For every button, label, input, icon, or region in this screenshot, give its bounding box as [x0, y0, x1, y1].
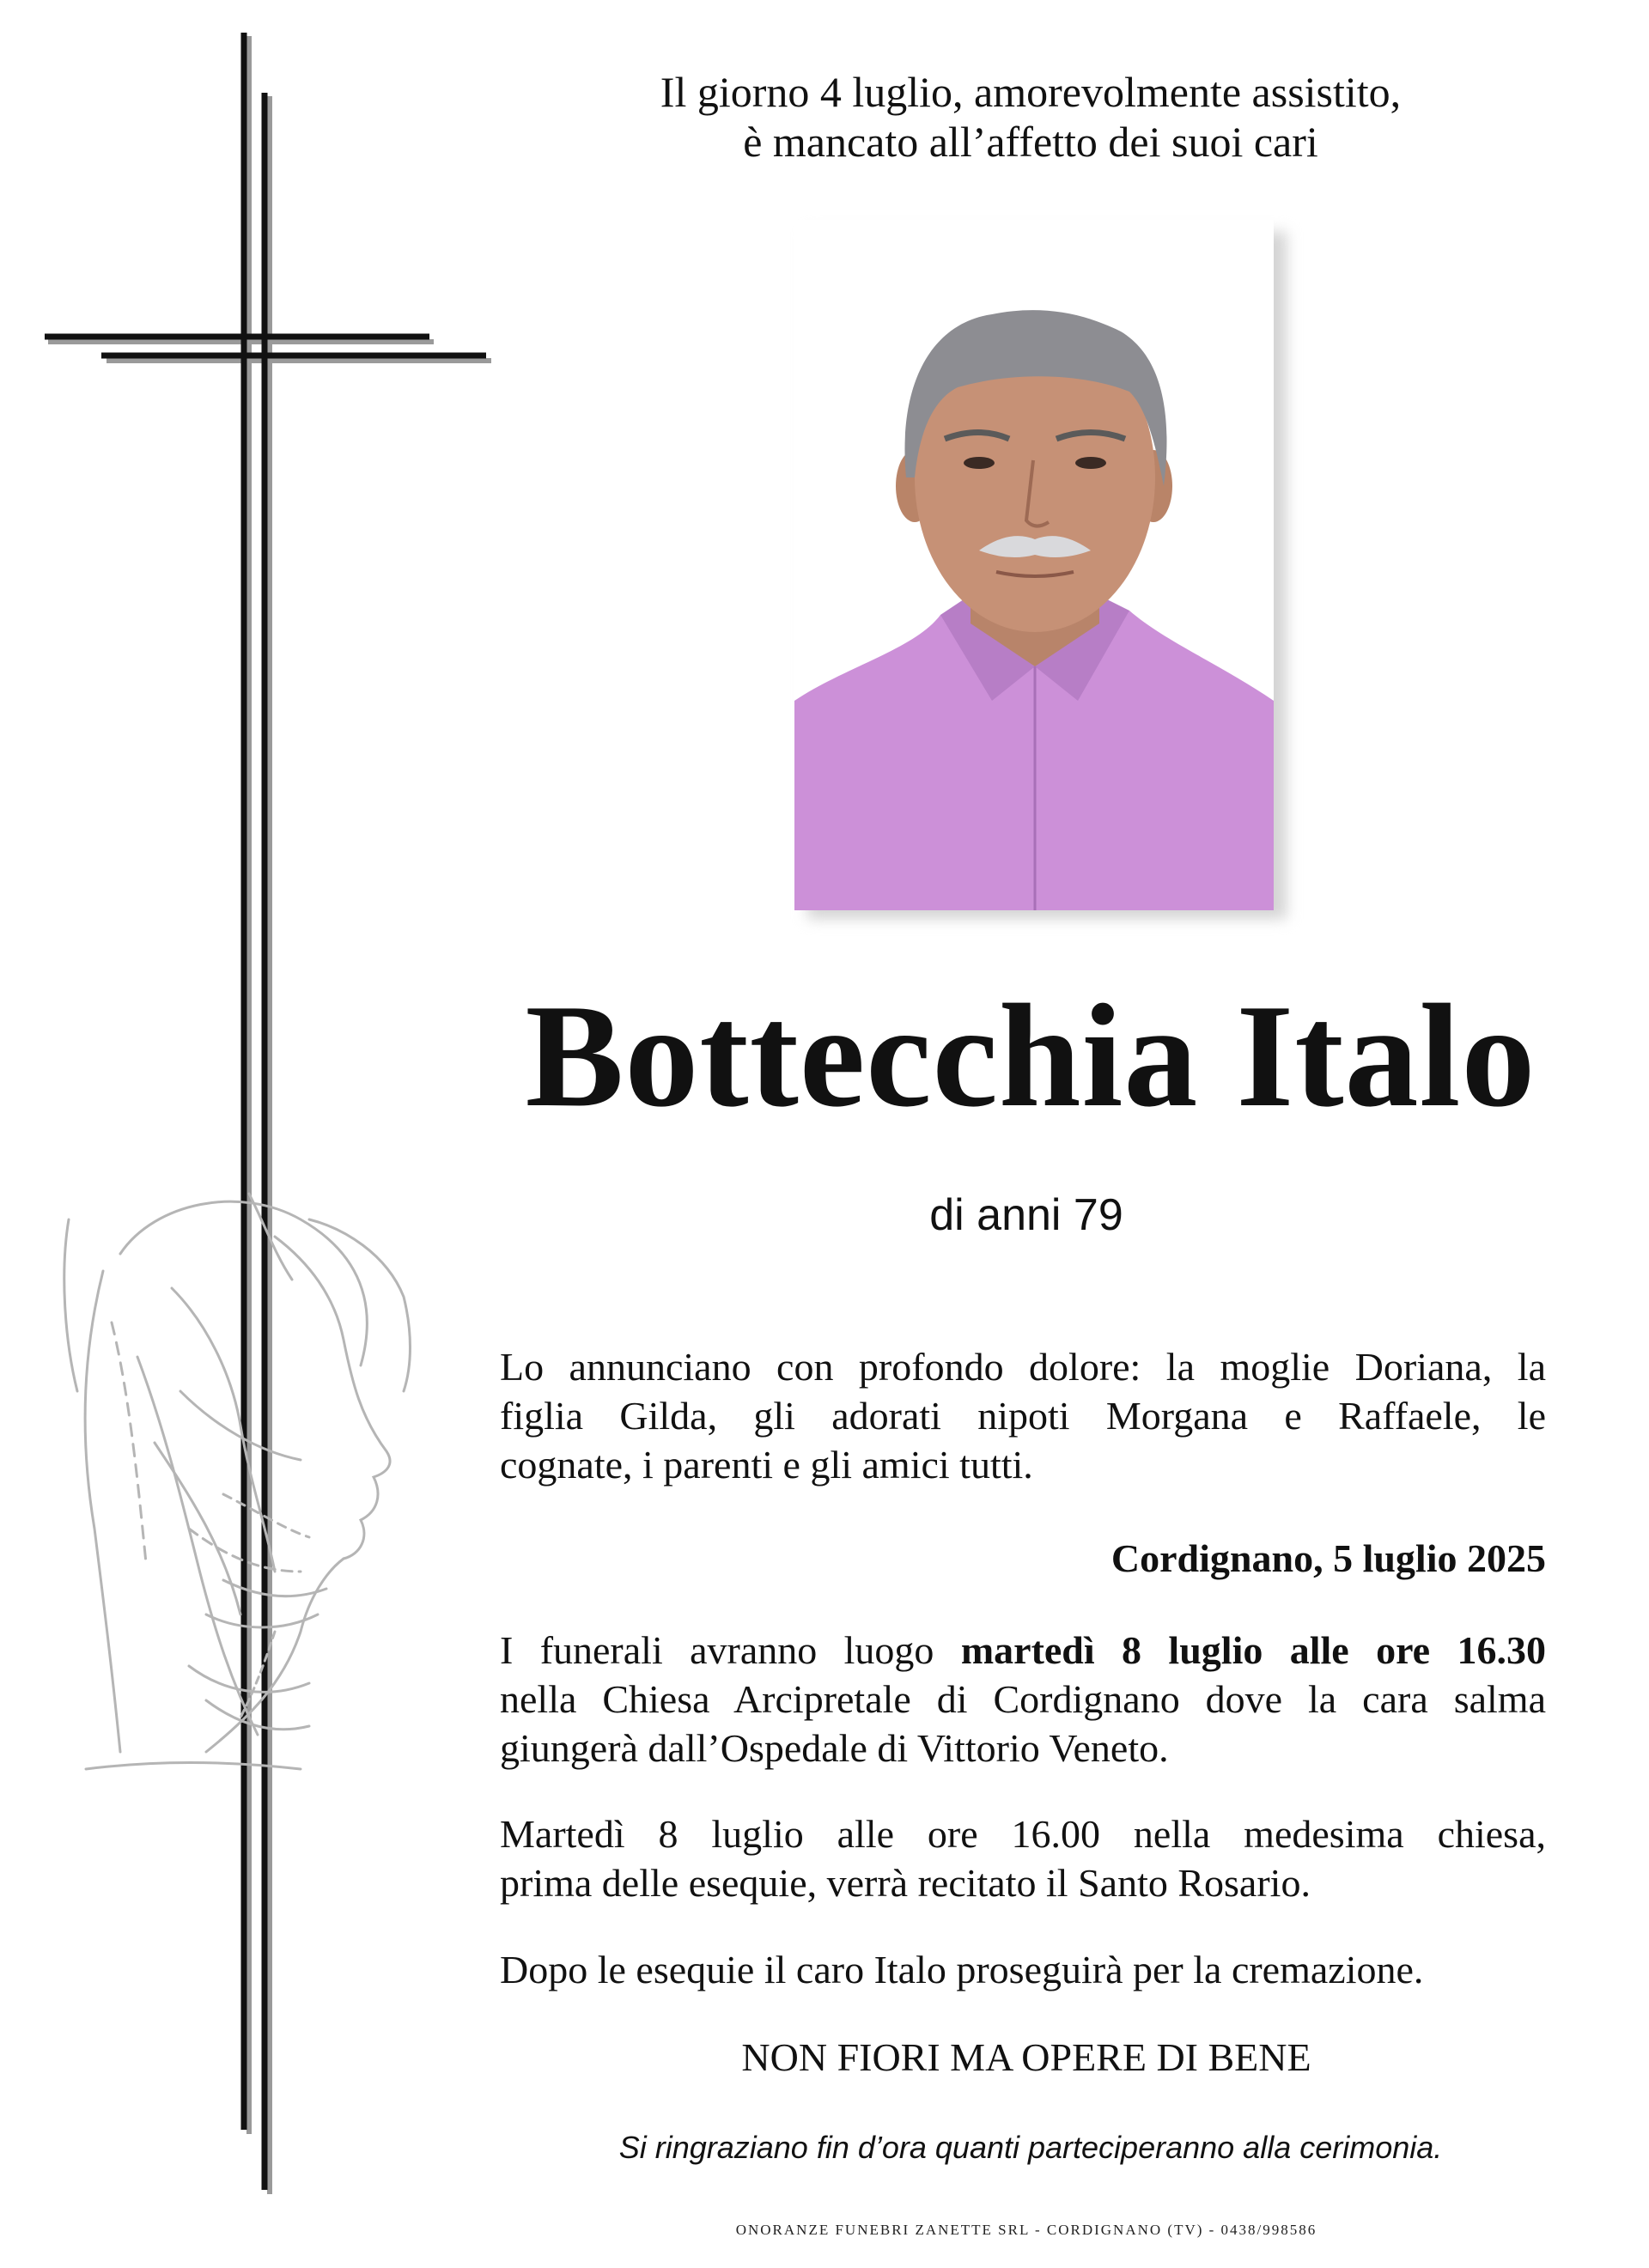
- intro-line-2: è mancato all’affetto dei suoi cari: [743, 118, 1318, 166]
- rosary-line-1: Martedì 8 luglio alle ore 16.00 nella medesima chiesa,: [500, 1812, 1546, 1856]
- cross-icon: [0, 0, 532, 2233]
- rosary-line-2: prima delle esequie, verrà recitato il Santo Rosario.: [500, 1861, 1311, 1905]
- portrait-image: [794, 220, 1274, 910]
- funeral-line-1: [500, 1626, 1546, 1675]
- no-flowers-note: NON FIORI MA OPERE DI BENE: [741, 2035, 1311, 2079]
- funeral-datetime: martedì 8 luglio alle ore 16.30: [960, 1628, 1546, 1672]
- funeral-line-3: giungerà dall’Ospedale di Vittorio Veneto.: [500, 1726, 1169, 1770]
- cremation-line: Dopo le esequie il caro Italo proseguirà per la cremazione.: [500, 1948, 1424, 1991]
- place-date: Cordignano, 5 luglio 2025: [1110, 1536, 1546, 1580]
- portrait-photo: [794, 220, 1274, 910]
- funeral-paragraph: [500, 1626, 1546, 1772]
- family-line-3: cognate, i parenti e gli amici tutti.: [500, 1443, 1033, 1487]
- family-line-1: Lo annunciano con profondo dolore: la moglie Doriana, la: [500, 1345, 1546, 1389]
- rosary-paragraph: [500, 1809, 1546, 1907]
- cremation-paragraph: [500, 1945, 1546, 1994]
- funeral-line-2: nella Chiesa Arcipretale di Cordignano dove la cara salma: [500, 1677, 1546, 1721]
- family-paragraph: [500, 1342, 1546, 1489]
- christ-sketch-icon: [52, 1168, 447, 1803]
- family-line-2: figlia Gilda, gli adorati nipoti Morgana e Raffaele, le: [500, 1394, 1546, 1438]
- funeral-prefix: I funerali avranno luogo: [500, 1628, 961, 1672]
- funeral-home-footer: ONORANZE FUNEBRI ZANETTE SRL - CORDIGNANO (TV) - 0438/998586: [735, 2222, 1317, 2238]
- deceased-age: di anni 79: [929, 1190, 1123, 1240]
- thanks-note: Si ringraziano fin d’ora quanti parteciperanno alla cerimonia.: [618, 2130, 1443, 2165]
- deceased-name: Bottecchia Italo: [525, 975, 1536, 1138]
- intro-text: [550, 67, 1512, 167]
- intro-line-1: Il giorno 4 luglio, amorevolmente assistito,: [660, 68, 1402, 116]
